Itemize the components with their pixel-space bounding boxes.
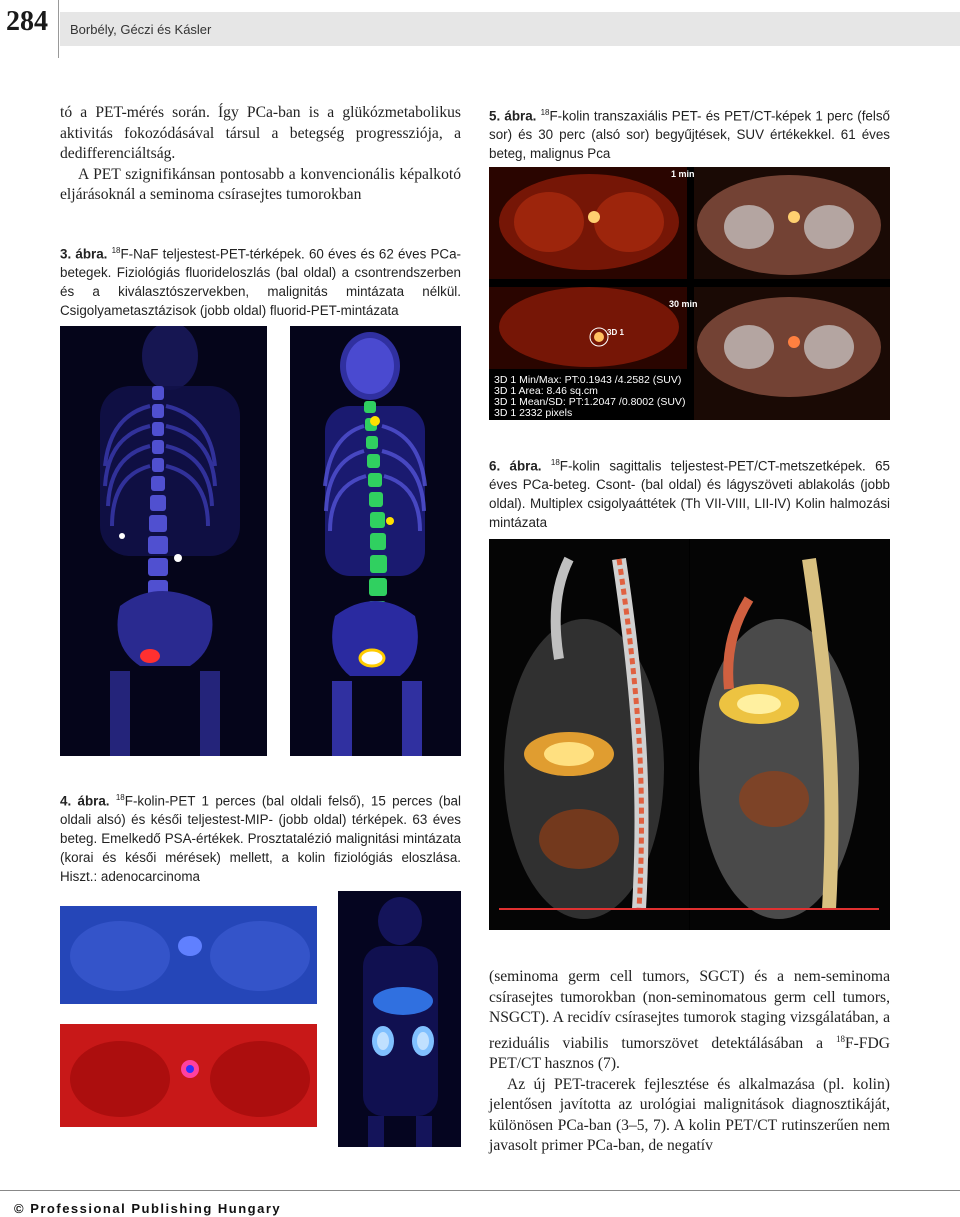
figure-5-sup: 18: [540, 108, 550, 117]
right-paragraph-1-a: (seminoma germ cell tumors, SGCT) és a nem-seminoma csírasejtes tumorokban (non-seminomatous germ cell tumors, NSGCT). A recidív csírasejtes tumorok staging vizsgálatában, a reziduális viabilis tumorszövet detektálásában a: [489, 968, 890, 1052]
right-paragraph-1-b: F-FDG PET/CT hasznos (7).: [489, 1034, 890, 1073]
footer-publisher: © Professional Publishing Hungary: [14, 1201, 282, 1216]
running-header-authors: Borbély, Géczi és Kásler: [70, 22, 212, 37]
figure-4-label: 4. ábra.: [60, 793, 110, 809]
figure-5-label-30min: 30 min: [669, 299, 698, 309]
figure-5-stat-line: 3D 1 Min/Max: PT:0.1943 /4.2582 (SUV): [494, 374, 682, 386]
naf-skeleton-normal: [60, 326, 267, 756]
figure-6-label: 6. ábra.: [489, 458, 542, 474]
figure-5-stat-line: 3D 1 Area: 8.46 sq.cm: [494, 385, 598, 397]
figure-3-left-image: [60, 326, 267, 756]
figure-6-text: F-kolin sagittalis teljestest-PET/CT-metszetképek. 65 éves PCa-beteg. Csont- (bal oldal) és lágyszöveti ablakolás (jobb oldal). Multiplex csigolyaáttétek (Th VII-VIII, LII-IV) Kolin halmozási mintázata: [489, 458, 890, 531]
figure-6-caption: [489, 453, 890, 532]
figure-3-label: 3. ábra.: [60, 246, 108, 262]
figure-3-right-image: [290, 326, 461, 756]
figure-3-text: F-NaF teljestest-PET-térképek. 60 éves és 62 éves PCa-betegek. Fiziológiás fluorideloszlás (bal oldal) a csontrendszerben és a kiválasztószervekben, malignitás mintázata nélkül. Csigolyametasztázisok (jobb oldal) fluorid-PET-mintázata: [60, 246, 461, 319]
figure-4-caption: [60, 788, 461, 886]
figure-6-image: [489, 539, 890, 930]
choline-15min-map: [60, 1024, 317, 1127]
left-body-text: [60, 103, 461, 206]
figure-4-top-left-image: [60, 906, 317, 1004]
header-divider: [58, 0, 59, 58]
figure-5-image: [489, 167, 890, 420]
choline-mip-map: [338, 891, 461, 1147]
right-paragraph-1: [489, 967, 890, 1075]
figure-5-stats: [494, 375, 685, 419]
figure-6-sup: 18: [550, 458, 560, 467]
figure-3-caption: [60, 241, 461, 320]
right-paragraph-2: Az új PET-tracerek fejlesztése és alkalmazása (pl. kolin) jelentősen javította az urológiai malignitások diagnosztikáját, különösen PCa-ban (3–5, 7). A kolin PET/CT rutinszerűen nem javasolt primer PCa-ban, de negatív: [489, 1075, 890, 1155]
choline-1min-map: [60, 906, 317, 1004]
page-number: 284: [6, 6, 48, 37]
right-body-text: [489, 967, 890, 1157]
figure-5-caption: [489, 103, 890, 163]
left-paragraph-2: A PET szignifikánsan pontosabb a konvencionális képalkotó eljárásoknál a seminoma csírasejtes tumorokban: [60, 165, 461, 203]
figure-4-bottom-left-image: [60, 1024, 317, 1127]
figure-5-stat-line: 3D 1 2332 pixels: [494, 407, 573, 419]
figure-5-label: 5. ábra.: [489, 108, 537, 124]
naf-skeleton-metastases: [290, 326, 461, 756]
left-paragraph-1: tó a PET-mérés során. Így PCa-ban is a glükózmetabolikus aktivitás fokozódásával társul a betegség progressziója, a dedifferenciáltság.: [60, 104, 461, 162]
figure-4-text: F-kolin-PET 1 perces (bal oldali felső), 15 perces (bal oldali alsó) és késői teljestest-MIP- (jobb oldal) térképek. 63 éves beteg. Emelkedő PSA-értékek. Prosztatalézió malignitási mintázata (korai és késői mérések) mellett, a kolin fiziológiás eloszlása. Hiszt.: adenocarcinoma: [60, 793, 461, 885]
figure-5-label-1min: 1 min: [671, 169, 695, 179]
figure-4-right-image: [338, 891, 461, 1147]
figure-5-roi-label: 3D 1: [607, 328, 624, 337]
figure-5-text: F-kolin transzaxiális PET- és PET/CT-képek 1 perc (felső sor) és 30 perc (alsó sor) begyűjtések, SUV értékekkel. 61 éves beteg, malignus Pca: [489, 108, 890, 162]
figure-5-stat-line: 3D 1 Mean/SD: PT:1.2047 /0.8002 (SUV): [494, 396, 686, 408]
figure-3-sup: 18: [111, 246, 121, 255]
choline-sagittal-panels: [489, 539, 890, 930]
right-paragraph-1-sup: 18: [835, 1033, 845, 1044]
footer-divider: [0, 1190, 960, 1191]
figure-4-sup: 18: [115, 793, 125, 802]
